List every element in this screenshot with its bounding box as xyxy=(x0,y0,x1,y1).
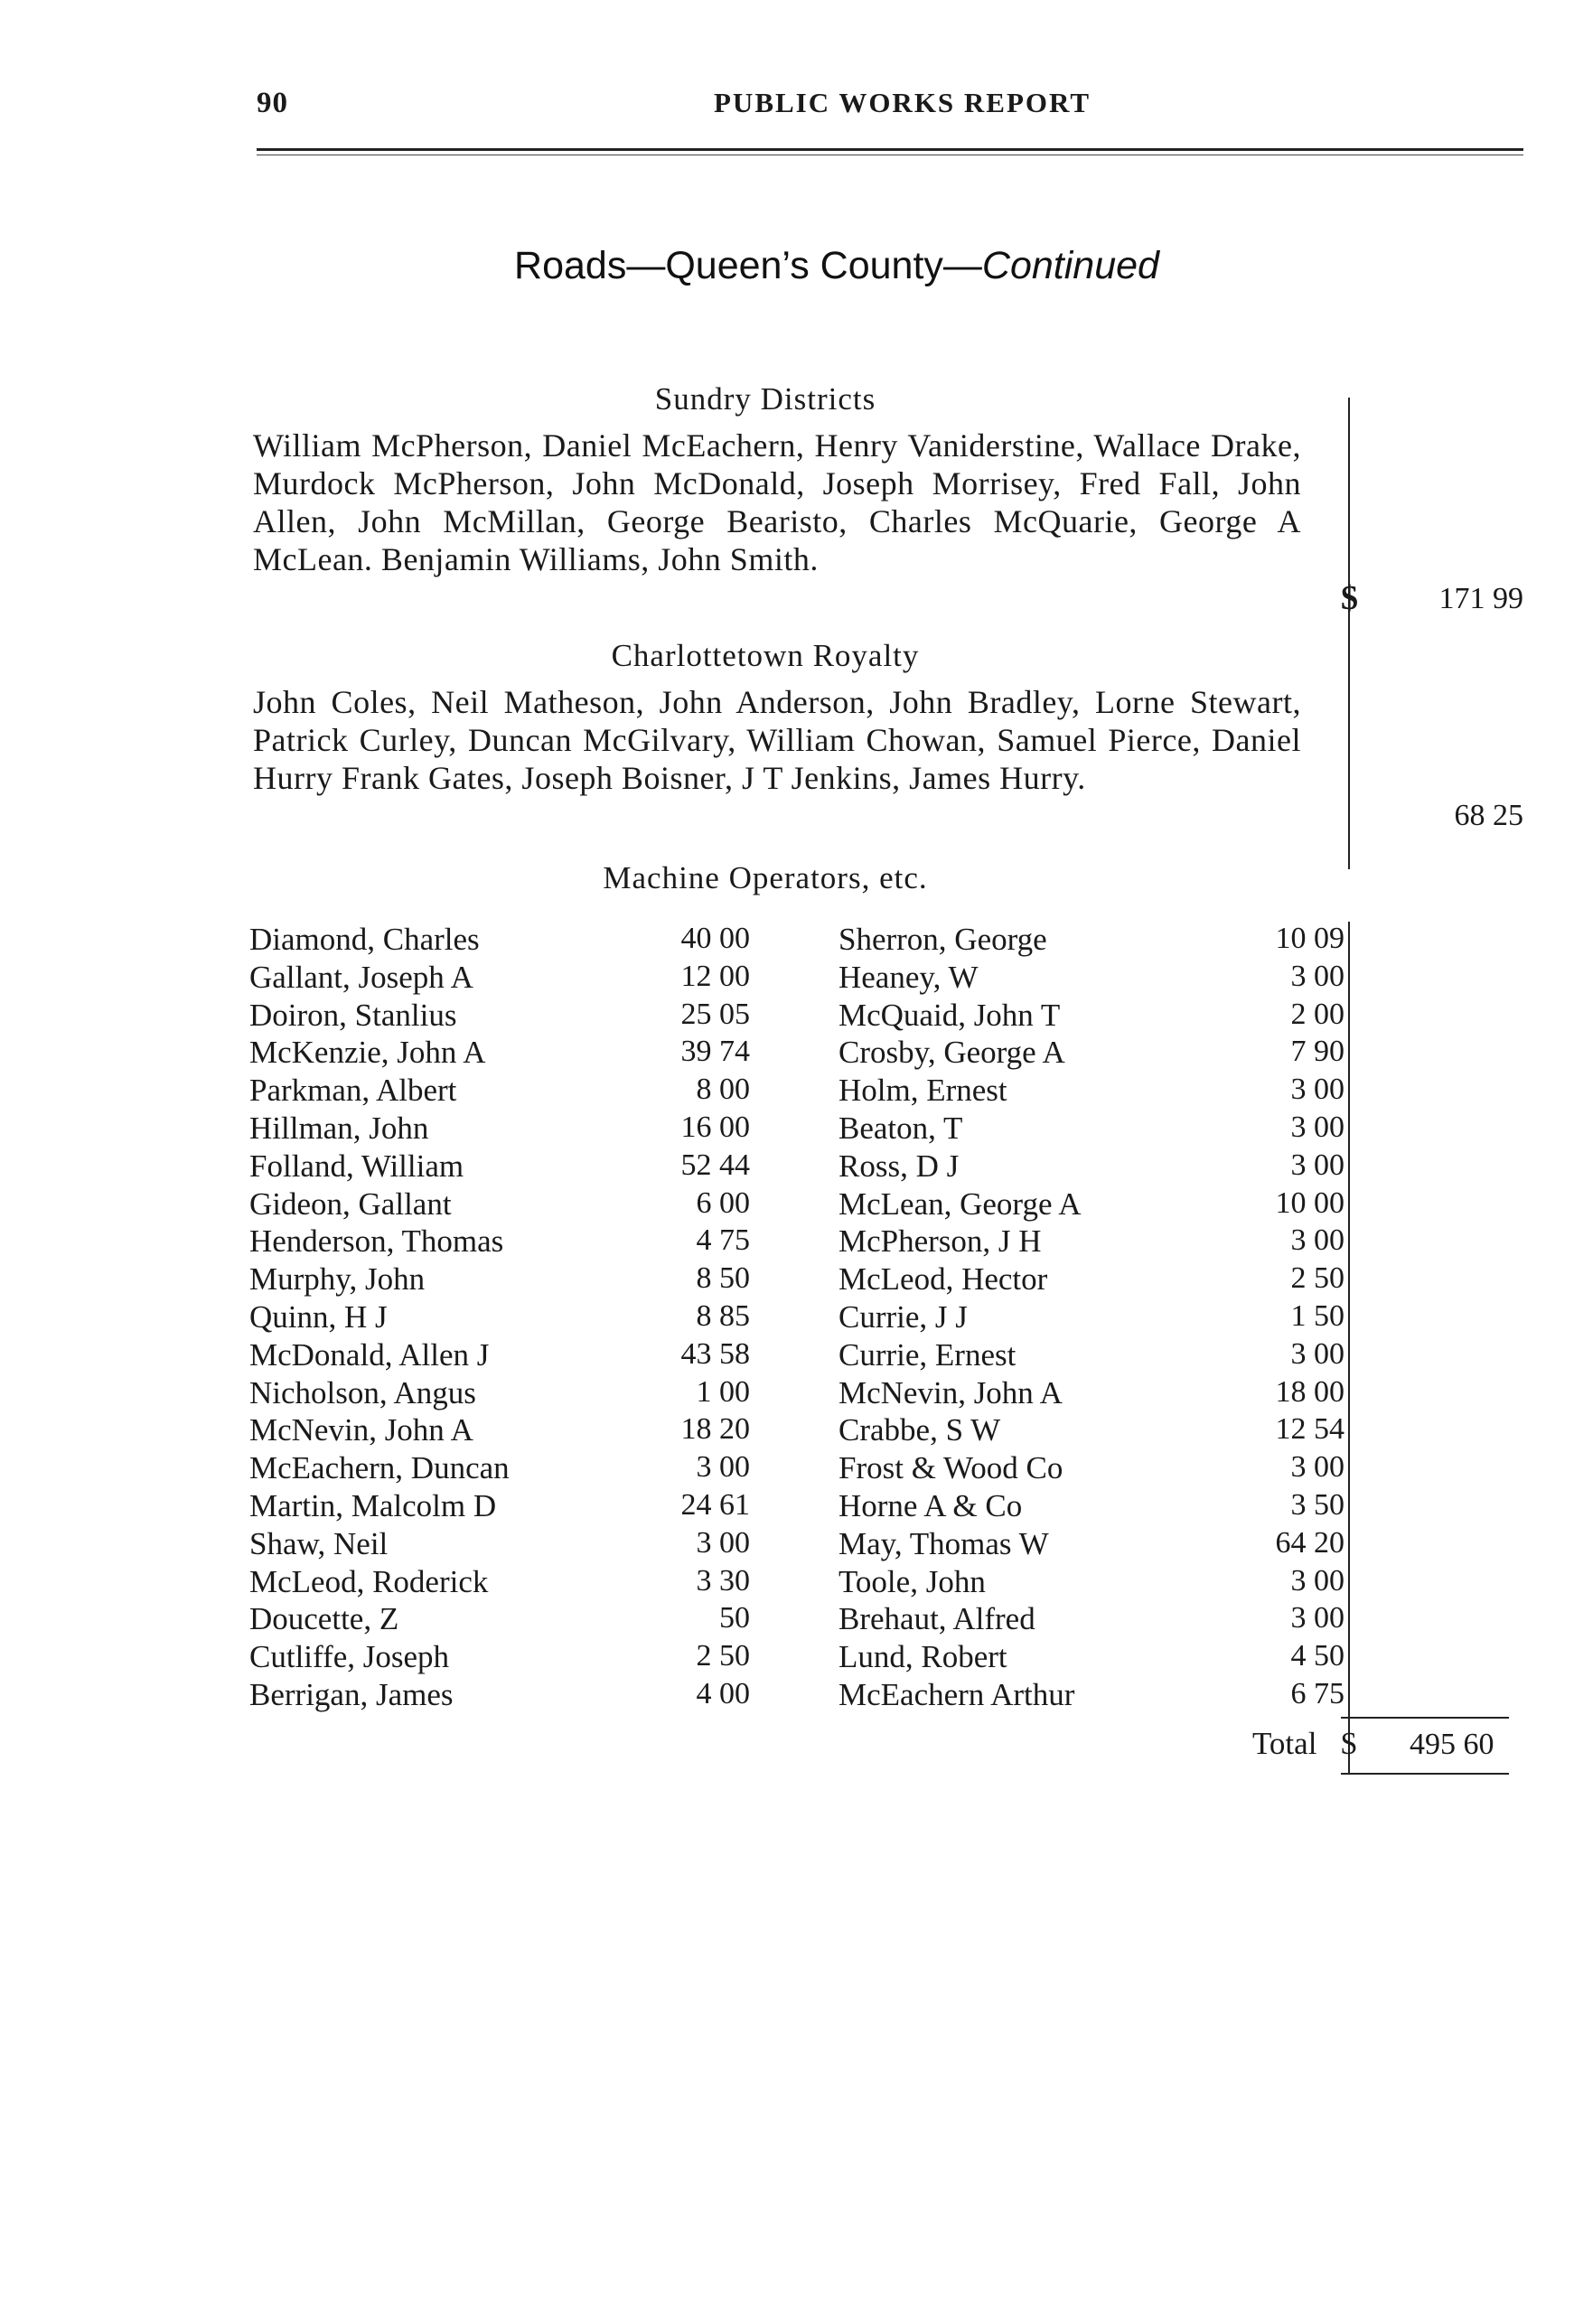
operator-amount: 3 00 xyxy=(1290,1073,1344,1106)
operator-name: Doucette, Z xyxy=(249,1601,399,1636)
operator-name: Martin, Malcolm D xyxy=(249,1488,497,1523)
operator-name: Quinn, H J xyxy=(249,1299,388,1335)
operator-name: Doiron, Stanlius xyxy=(249,998,457,1033)
operator-name: Heaney, W xyxy=(839,960,979,995)
operator-amount: 43 58 xyxy=(680,1337,750,1371)
operator-name: McNevin, John A xyxy=(249,1412,473,1448)
royalty-names: John Coles, Neil Matheson, John Anderson, John Bradley, Lorne Stewart, Patrick Curley, Duncan McGilvary, William Chowan, Samuel Pierce, Daniel Hurry Frank Gates, Joseph Boisner, J T Jenkins, James Hurry. xyxy=(253,684,1301,796)
operator-amount: 3 00 xyxy=(1290,960,1344,993)
operator-name: McPherson, J H xyxy=(839,1223,1042,1259)
running-head: PUBLIC WORKS REPORT xyxy=(714,87,1091,118)
operator-amount: 6 75 xyxy=(1290,1677,1344,1710)
operator-name: Cutliffe, Joseph xyxy=(249,1639,450,1674)
operator-amount: 3 30 xyxy=(696,1564,750,1598)
operator-amount: 3 00 xyxy=(1290,1564,1344,1598)
sundry-heading: Sundry Districts xyxy=(654,381,876,417)
operator-amount: 25 05 xyxy=(680,998,750,1031)
operator-name: McDonald, Allen J xyxy=(249,1337,490,1373)
operator-amount: 16 00 xyxy=(680,1110,750,1144)
operator-name: Berrigan, James xyxy=(249,1677,454,1712)
operator-amount: 12 54 xyxy=(1275,1412,1344,1446)
operator-amount: 10 00 xyxy=(1275,1186,1344,1220)
operator-amount: 52 44 xyxy=(680,1148,750,1182)
operator-amount: 3 50 xyxy=(1290,1488,1344,1522)
operator-name: Horne A & Co xyxy=(839,1488,1023,1523)
header-rule xyxy=(257,148,1523,151)
operator-name: Toole, John xyxy=(839,1564,986,1599)
operator-name: McEachern, Duncan xyxy=(249,1450,510,1485)
operator-amount: 8 00 xyxy=(696,1073,750,1106)
operator-name: McLean, George A xyxy=(839,1186,1082,1222)
section-title xyxy=(0,244,1574,288)
operator-amount: 3 00 xyxy=(1290,1110,1344,1144)
section-title-main: Roads—Queen’s County— xyxy=(514,244,982,287)
operator-name: McEachern Arthur xyxy=(839,1677,1075,1712)
operator-name: Gallant, Joseph A xyxy=(249,960,473,995)
operator-amount: 8 50 xyxy=(696,1261,750,1295)
operator-name: Crabbe, S W xyxy=(839,1412,1001,1448)
operator-amount: 3 00 xyxy=(1290,1148,1344,1182)
operator-name: Hillman, John xyxy=(249,1110,429,1146)
operator-amount: 3 00 xyxy=(1290,1601,1344,1635)
operator-amount: 8 85 xyxy=(696,1299,750,1333)
operator-name: McLeod, Hector xyxy=(839,1261,1048,1297)
operator-name: May, Thomas W xyxy=(839,1526,1049,1561)
operator-name: Shaw, Neil xyxy=(249,1526,389,1561)
operator-name: Lund, Robert xyxy=(839,1639,1007,1674)
operator-name: Currie, J J xyxy=(839,1299,968,1335)
sundry-names: William McPherson, Daniel McEachern, Henry Vaniderstine, Wallace Drake, Murdock McPherson, John McDonald, Joseph Morrisey, Fred Fall, John Allen, John McMillan, George Bearisto, Charles McQuarie, George A McLean. Benjamin Williams, John Smith. xyxy=(253,427,1301,577)
operator-name: Ross, D J xyxy=(839,1148,960,1184)
operator-name: Brehaut, Alfred xyxy=(839,1601,1035,1636)
operator-name: Sherron, George xyxy=(839,922,1047,957)
operator-name: Diamond, Charles xyxy=(249,922,480,957)
operator-name: Gideon, Gallant xyxy=(249,1186,452,1222)
total-label: Total xyxy=(1252,1726,1317,1761)
sundry-amount: 171 99 xyxy=(1438,582,1523,615)
operator-amount: 18 00 xyxy=(1275,1375,1344,1409)
total-amount: 495 60 xyxy=(1410,1728,1494,1761)
operator-amount: 50 xyxy=(719,1601,750,1635)
operator-amount: 10 09 xyxy=(1275,922,1344,955)
operator-amount: 4 00 xyxy=(696,1677,750,1710)
total-dollar-sign: $ xyxy=(1341,1726,1357,1761)
operator-name: Holm, Ernest xyxy=(839,1073,1007,1108)
operator-name: Murphy, John xyxy=(249,1261,426,1297)
operator-amount: 4 75 xyxy=(696,1223,750,1257)
operator-name: Currie, Ernest xyxy=(839,1337,1017,1373)
operator-amount: 1 00 xyxy=(696,1375,750,1409)
operator-amount: 4 50 xyxy=(1290,1639,1344,1673)
amount-column-rule xyxy=(1348,398,1350,869)
operator-amount: 3 00 xyxy=(1290,1337,1344,1371)
page-number: 90 xyxy=(257,87,288,119)
operator-name: Beaton, T xyxy=(839,1110,963,1146)
operator-name: McLeod, Roderick xyxy=(249,1564,489,1599)
operator-name: McKenzie, John A xyxy=(249,1035,486,1070)
operator-amount: 3 00 xyxy=(1290,1223,1344,1257)
operator-amount: 12 00 xyxy=(680,960,750,993)
royalty-amount: 68 25 xyxy=(1454,799,1523,832)
machine-heading: Machine Operators, etc. xyxy=(603,860,928,895)
operator-amount: 2 00 xyxy=(1290,998,1344,1031)
section-title-continued: Continued xyxy=(981,244,1159,287)
total-rule-bottom xyxy=(1341,1773,1509,1775)
operator-amount: 18 20 xyxy=(680,1412,750,1446)
operator-name: Parkman, Albert xyxy=(249,1073,457,1108)
operator-amount: 6 00 xyxy=(696,1186,750,1220)
operator-amount: 24 61 xyxy=(680,1488,750,1522)
total-rule-top xyxy=(1341,1717,1509,1719)
operator-name: Folland, William xyxy=(249,1148,464,1184)
operator-amount: 40 00 xyxy=(680,922,750,955)
operator-amount: 64 20 xyxy=(1275,1526,1344,1560)
operator-name: Nicholson, Angus xyxy=(249,1375,476,1410)
operator-amount: 3 00 xyxy=(696,1450,750,1484)
operator-amount: 3 00 xyxy=(696,1526,750,1560)
sundry-dollar-sign: $ xyxy=(1341,579,1358,617)
operator-name: Frost & Wood Co xyxy=(839,1450,1063,1485)
operator-name: McNevin, John A xyxy=(839,1375,1063,1410)
operator-amount: 2 50 xyxy=(696,1639,750,1673)
operator-amount: 39 74 xyxy=(680,1035,750,1068)
amount-column-rule-lower xyxy=(1348,922,1350,1773)
operator-name: Henderson, Thomas xyxy=(249,1223,504,1259)
operator-amount: 3 00 xyxy=(1290,1450,1344,1484)
operator-name: McQuaid, John T xyxy=(839,998,1061,1033)
operator-name: Crosby, George A xyxy=(839,1035,1065,1070)
operator-amount: 1 50 xyxy=(1290,1299,1344,1333)
operator-amount: 7 90 xyxy=(1290,1035,1344,1068)
royalty-heading: Charlottetown Royalty xyxy=(611,638,920,673)
operator-amount: 2 50 xyxy=(1290,1261,1344,1295)
